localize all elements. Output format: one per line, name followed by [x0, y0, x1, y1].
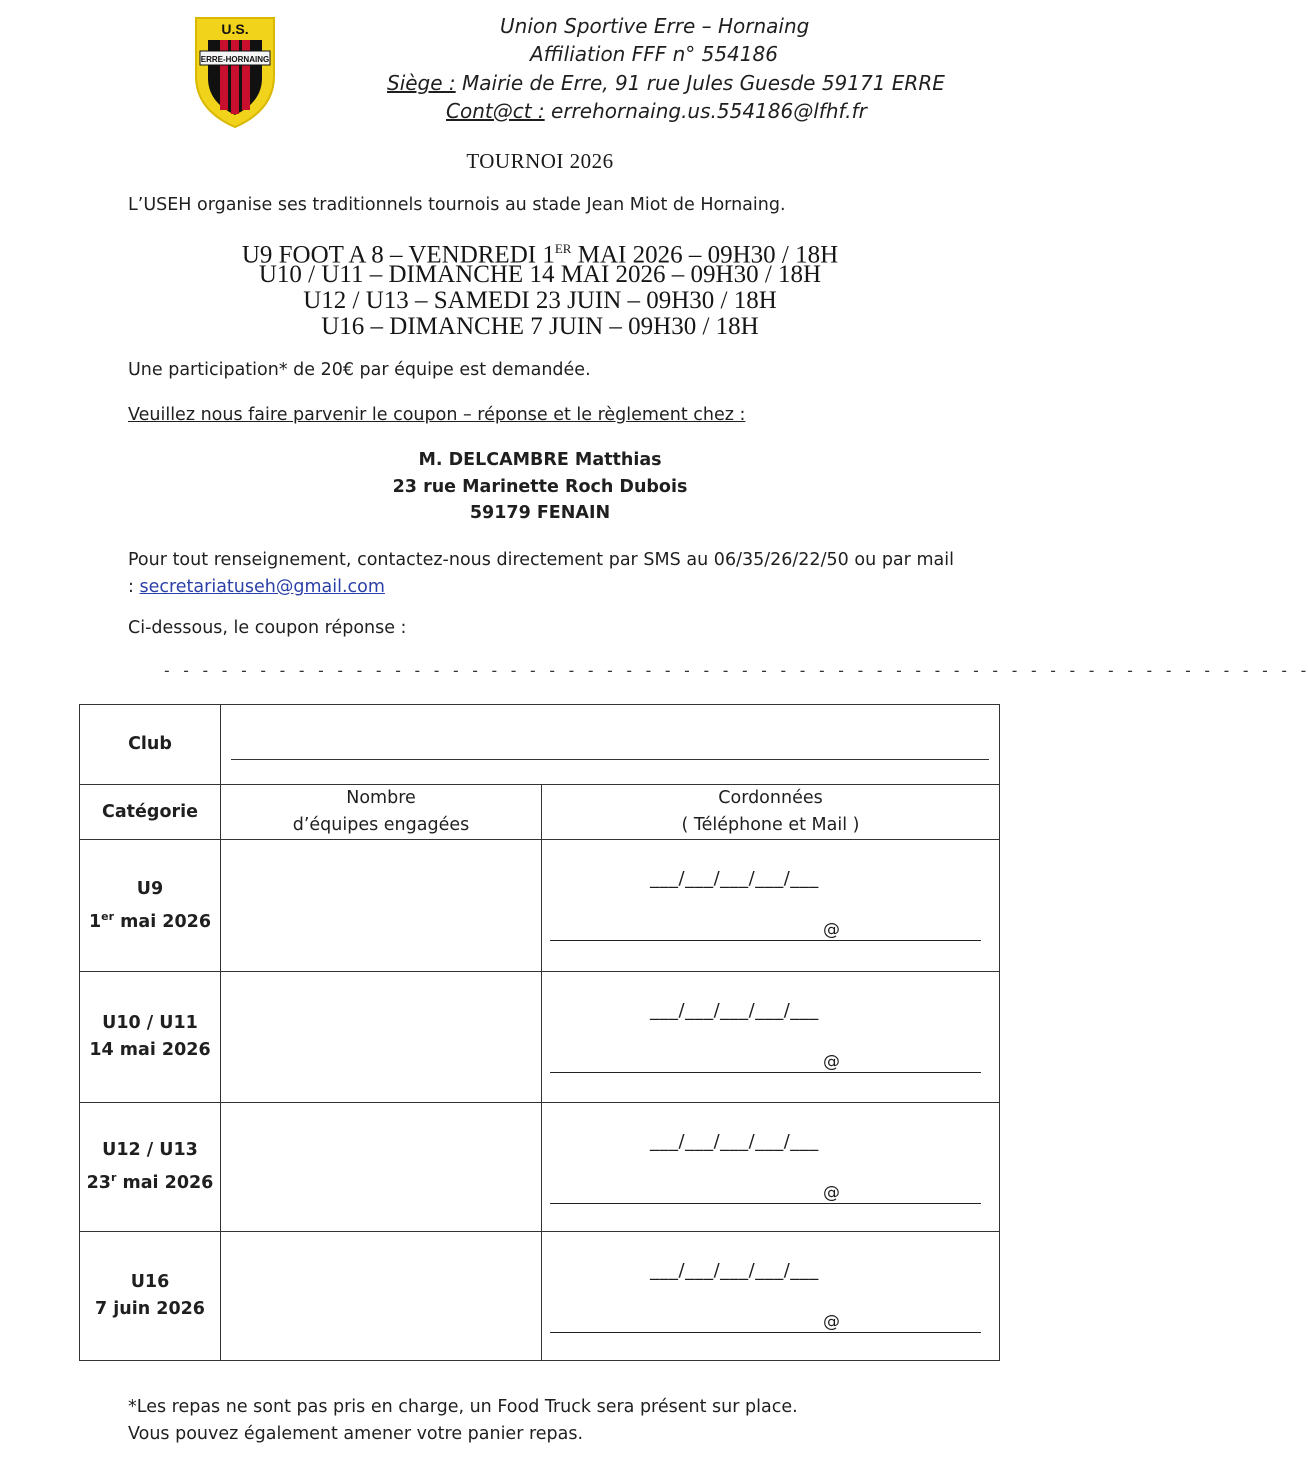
club-input-line[interactable]	[231, 749, 989, 760]
category-date: 23	[86, 1172, 111, 1193]
teams-header	[221, 785, 542, 840]
teams-count-field[interactable]	[221, 1232, 542, 1361]
event-sup: ER	[554, 241, 572, 256]
category-cell	[80, 972, 221, 1103]
teams-header-line1: Nombre	[346, 788, 416, 808]
logo-text: U.S.	[221, 21, 249, 37]
footnote-meals: *Les repas ne sont pas pris en charge, un Food Truck sera présent sur place.	[128, 1397, 798, 1417]
at-sign: @	[823, 1312, 840, 1332]
contact-label: Cont@ct :	[446, 99, 545, 123]
club-logo	[190, 14, 280, 130]
coupon-intro: Ci-dessous, le coupon réponse :	[128, 618, 407, 638]
event-line-u10: U10 / U11 – DIMANCHE 14 MAI 2026 – 09H30 / 18H	[258, 261, 822, 288]
address-street: 23 rue Marinette Roch Dubois	[392, 477, 688, 497]
category-name: U12 / U13	[102, 1140, 198, 1161]
phone-field[interactable]: ___/___/___/___/___	[650, 1131, 819, 1152]
info-text: Pour tout renseignement, contactez-nous directement par SMS au 06/35/26/22/50 ou par mail :	[128, 550, 954, 597]
teams-count-field[interactable]	[221, 840, 542, 972]
email-field[interactable]	[550, 1048, 981, 1073]
category-cell	[80, 1103, 221, 1232]
event-text: U9 FOOT A 8 – VENDREDI 1	[241, 241, 555, 269]
email-field[interactable]	[550, 1179, 981, 1204]
category-header: Catégorie	[80, 785, 221, 840]
logo-band-text: ERRE-HORNAING	[200, 55, 270, 64]
event-line-u16: U16 – DIMANCHE 7 JUIN – 09H30 / 18H	[321, 313, 759, 340]
category-cell	[80, 1232, 221, 1361]
send-instructions: Veuillez nous faire parvenir le coupon – réponse et le règlement chez :	[128, 405, 746, 425]
at-sign: @	[823, 920, 840, 940]
table-row	[80, 840, 1000, 972]
category-date-sup: er	[101, 909, 115, 923]
club-label: Club	[80, 705, 221, 785]
contact-cell	[542, 840, 1000, 972]
info-paragraph	[128, 547, 954, 601]
category-date: 1	[88, 911, 102, 932]
teams-count-field[interactable]	[221, 1103, 542, 1232]
event-line-u12: U12 / U13 – SAMEDI 23 JUIN – 09H30 / 18H	[303, 287, 777, 314]
category-date-sup: r	[110, 1171, 117, 1185]
teams-count-field[interactable]	[221, 972, 542, 1103]
address-city: 59179 FENAIN	[469, 503, 611, 523]
category-date: 14 mai 2026	[89, 1040, 211, 1060]
table-row	[80, 1232, 1000, 1361]
club-name: Union Sportive Erre – Hornaing	[500, 14, 810, 38]
participation-text: Une participation* de 20€ par équipe est demandée.	[128, 360, 591, 380]
table-row	[80, 1103, 1000, 1232]
siege-line	[387, 71, 945, 95]
phone-field[interactable]: ___/___/___/___/___	[650, 868, 819, 889]
address-name: M. DELCAMBRE Matthias	[418, 450, 662, 470]
footnote-basket: Vous pouvez également amener votre panier repas.	[128, 1424, 584, 1444]
contact-cell	[542, 1103, 1000, 1232]
category-date: 7 juin 2026	[95, 1299, 205, 1319]
email-field[interactable]	[550, 916, 981, 941]
coupon-table	[79, 704, 1000, 1361]
contact-header	[542, 785, 1000, 840]
at-sign: @	[823, 1183, 840, 1203]
category-name: U16	[130, 1272, 170, 1292]
category-cell	[80, 840, 221, 972]
siege-label: Siège :	[387, 71, 456, 95]
contact-line	[446, 99, 867, 123]
contact-header-line2: ( Téléphone et Mail )	[681, 815, 860, 835]
at-sign: @	[823, 1052, 840, 1072]
page-title: TOURNOI 2026	[466, 149, 614, 173]
cut-line: - - - - - - - - - - - - - - - - - - - - - - - - - - - - - - - - - - - - - - - - - - - - - - - - - - - - - - - - - - - -	[162, 661, 1308, 680]
category-date: mai 2026	[114, 911, 211, 932]
club-field[interactable]	[221, 705, 1000, 785]
teams-header-line2: d’équipes engagées	[292, 815, 470, 835]
contact-cell	[542, 1232, 1000, 1361]
email-link[interactable]: secretariatuseh@gmail.com	[139, 577, 385, 597]
affiliation: Affiliation FFF n° 554186	[530, 42, 778, 66]
event-text: MAI 2026 – 09H30 / 18H	[571, 241, 839, 269]
contact-value: errehornaing.us.554186@lfhf.fr	[544, 99, 867, 123]
phone-field[interactable]: ___/___/___/___/___	[650, 1260, 819, 1281]
contact-cell	[542, 972, 1000, 1103]
email-field[interactable]	[550, 1308, 981, 1333]
contact-header-line1: Cordonnées	[718, 788, 823, 808]
category-name: U10 / U11	[102, 1013, 198, 1033]
siege-value: Mairie de Erre, 91 rue Jules Guesde 59171 ERRE	[455, 71, 945, 95]
intro-text: L’USEH organise ses traditionnels tournois au stade Jean Miot de Hornaing.	[128, 195, 786, 215]
table-row	[80, 972, 1000, 1103]
category-name: U9	[136, 878, 164, 899]
category-date: mai 2026	[116, 1172, 214, 1193]
phone-field[interactable]: ___/___/___/___/___	[650, 1000, 819, 1021]
